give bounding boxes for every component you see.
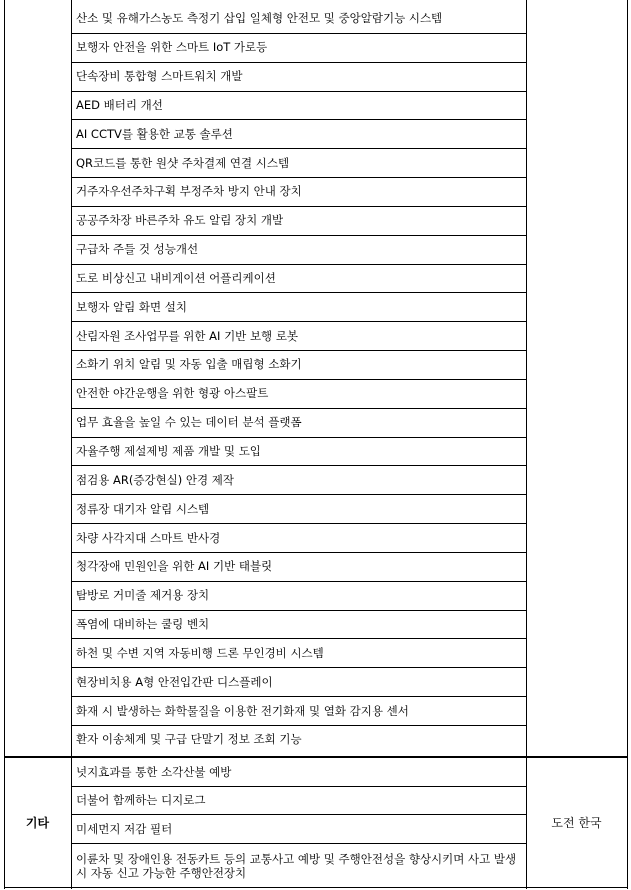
item-cell: 거주자우선주차구획 부정주차 방지 안내 장치 xyxy=(76,184,302,199)
row-divider xyxy=(71,437,526,438)
row-divider xyxy=(71,206,526,207)
item-cell: 산림자원 조사업무를 위한 AI 기반 보행 로봇 xyxy=(76,328,299,343)
item-cell: 보행자 알림 화면 설치 xyxy=(76,299,187,314)
item-cell: 단속장비 통합형 스마트워치 개발 xyxy=(76,69,243,84)
row-divider xyxy=(71,379,526,380)
row-divider xyxy=(71,119,526,120)
item-cell: 폭염에 대비하는 쿨링 벤치 xyxy=(76,617,210,632)
item-cell: 정류장 대기자 알림 시스템 xyxy=(76,501,210,516)
group-separator xyxy=(4,756,628,758)
item-cell: 청각장애 민원인을 위한 AI 기반 태블릿 xyxy=(76,559,273,574)
item-cell: AED 배터리 개선 xyxy=(76,97,163,112)
item-cell: AI CCTV를 활용한 교통 솔루션 xyxy=(76,126,233,141)
item-cell: 업무 효율을 높일 수 있는 데이터 분석 플랫폼 xyxy=(76,415,302,430)
item-cell: 하천 및 수변 지역 자동비행 드론 무인경비 시스템 xyxy=(76,645,324,660)
item-cell: 공공주차장 바른주차 유도 알림 장치 개발 xyxy=(76,213,284,228)
row-divider xyxy=(71,321,526,322)
row-divider xyxy=(71,292,526,293)
row-divider xyxy=(71,552,526,553)
item-cell: 화재 시 발생하는 화학물질을 이용한 전기화재 및 열화 감지용 센서 xyxy=(76,703,409,718)
table-bottom-border xyxy=(4,887,628,888)
item-cell: 더불어 함께하는 디지로그 xyxy=(76,793,206,807)
item-cell: 안전한 야간운행을 위한 형광 아스팔트 xyxy=(76,386,269,401)
item-cell: 점검용 AR(증강현실) 안경 제작 xyxy=(76,472,234,487)
item-cell: QR코드를 통한 원샷 주차결제 연결 시스템 xyxy=(76,155,290,170)
row-divider xyxy=(71,33,526,34)
row-divider xyxy=(71,581,526,582)
item-cell: 넛지효과를 통한 소각산불 예방 xyxy=(76,764,232,779)
item-cell: 이륜차 및 장애인용 전동카트 등의 교통사고 예방 및 주행안전성을 향상시키며 사고 발생 시 자동 신고 가능한 주행안전장치 xyxy=(76,851,517,880)
row-divider xyxy=(71,523,526,524)
row-divider xyxy=(71,696,526,697)
row-divider xyxy=(71,148,526,149)
item-cell: 소화기 위치 알림 및 자동 입출 매립형 소화기 xyxy=(76,357,302,372)
item-cell: 산소 및 유해가스농도 측정기 삽입 일체형 안전모 및 중앙알람기능 시스템 xyxy=(76,11,443,26)
item-cell: 보행자 안전을 위한 스마트 IoT 가로등 xyxy=(76,40,268,55)
row-divider xyxy=(71,465,526,466)
row-divider xyxy=(71,264,526,265)
row-divider xyxy=(71,667,526,668)
organization-label: 도전 한국 xyxy=(551,816,602,830)
item-cell: 구급차 주들 것 성능개선 xyxy=(76,242,199,257)
item-cell: 미세먼지 저감 필터 xyxy=(76,821,173,836)
row-divider xyxy=(71,91,526,92)
row-divider xyxy=(71,638,526,639)
row-divider xyxy=(71,814,526,815)
item-cell: 도로 비상신고 내비게이션 어플리케이션 xyxy=(76,270,276,285)
row-divider xyxy=(71,235,526,236)
item-cell: 탐방로 거미줄 제거용 장치 xyxy=(76,588,210,603)
row-divider xyxy=(71,725,526,726)
row-divider xyxy=(71,408,526,409)
row-divider xyxy=(71,786,526,787)
row-divider xyxy=(71,610,526,611)
item-cell: 환자 이송체계 및 구급 단말기 정보 조회 기능 xyxy=(76,732,302,747)
item-cell: 차량 사각지대 스마트 반사경 xyxy=(76,530,221,545)
row-divider xyxy=(71,494,526,495)
row-divider xyxy=(71,177,526,178)
item-cell: 자율주행 제설제빙 제품 개발 및 도입 xyxy=(76,444,261,458)
item-cell: 현장비치용 A형 안전입간판 디스플레이 xyxy=(76,674,273,689)
row-divider xyxy=(71,62,526,63)
row-divider xyxy=(71,843,526,844)
row-divider xyxy=(71,350,526,351)
category-label: 기타 xyxy=(25,816,50,830)
